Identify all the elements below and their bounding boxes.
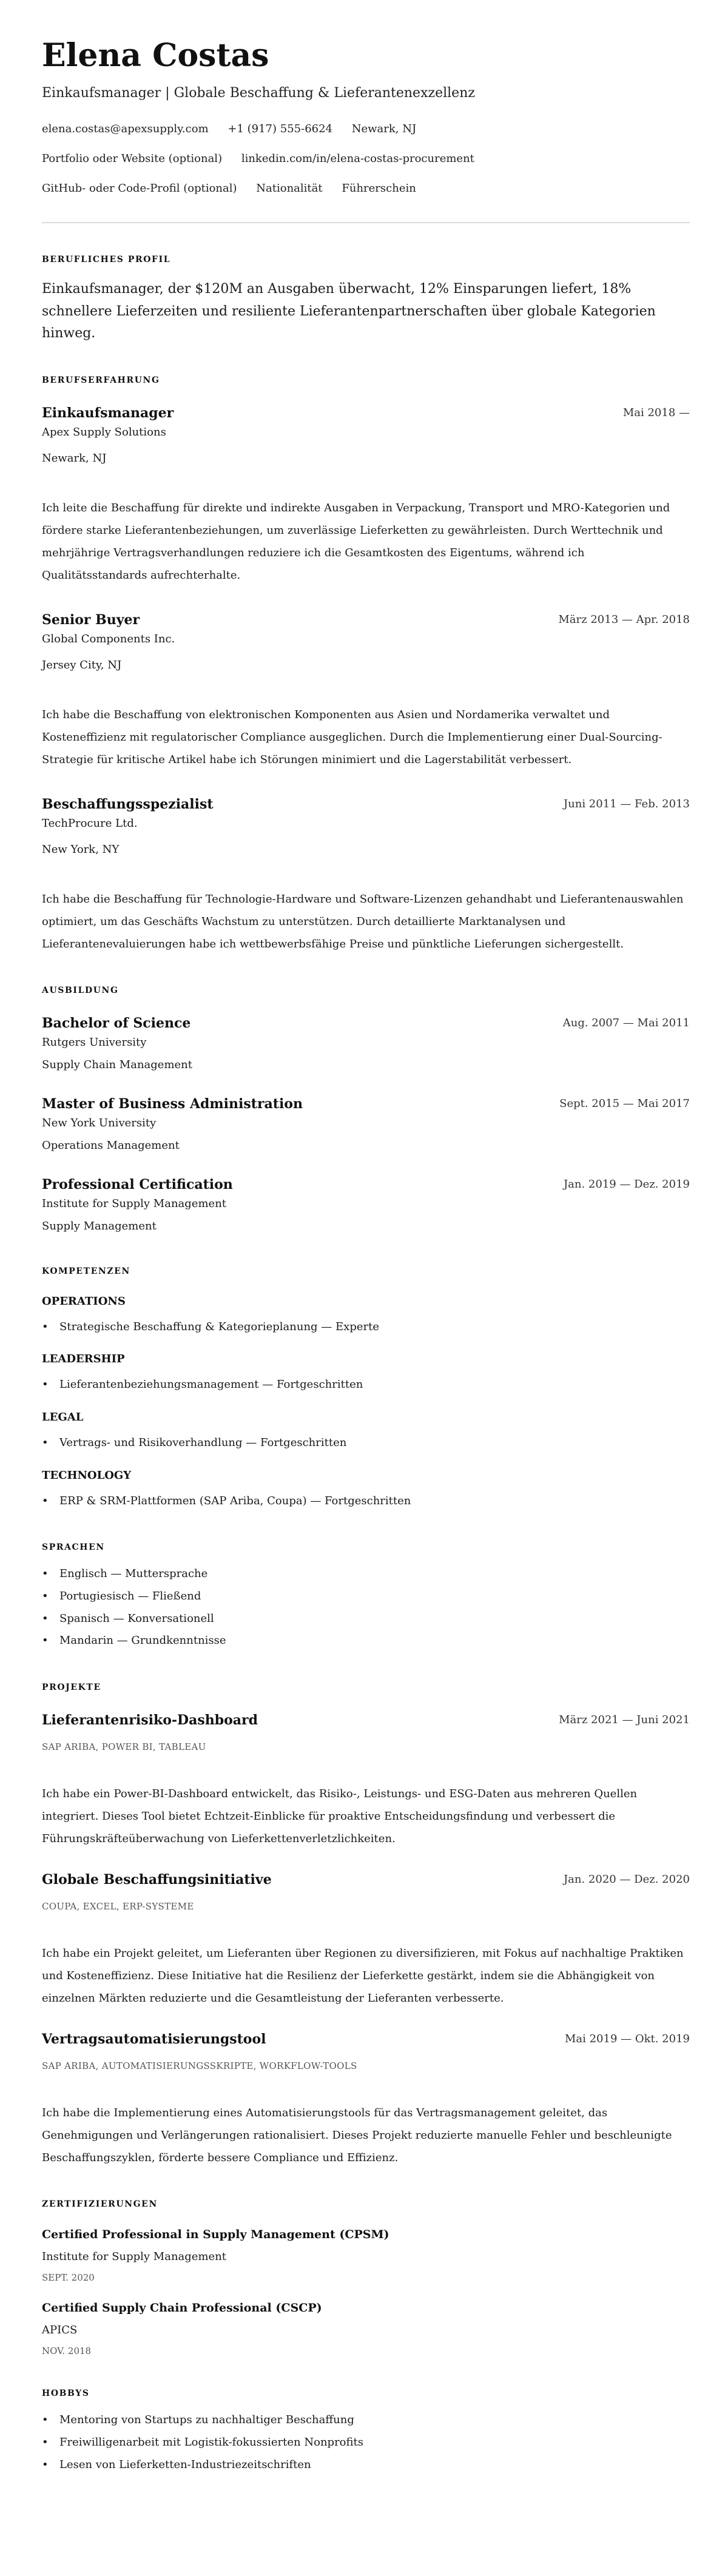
field-of-study: Supply Chain Management <box>42 1058 192 1071</box>
education-entry <box>42 1095 690 1155</box>
skill-category: TECHNOLOGY <box>42 1468 132 1482</box>
project-description: Ich habe ein Power-BI-Dashboard entwickelt, das Risiko-, Leistungs- und ESG-Daten aus mehreren Quellen integriert. Dieses Tool bietet Echtzeit-Einblicke für proaktive Entscheidungsfindung und verbessert die Führungskräfteüberwachung von Lieferkettenverletzlichkeiten. <box>42 1787 638 1846</box>
education-header <box>42 1014 690 1032</box>
certification-date: SEPT. 2020 <box>42 2272 95 2284</box>
portfolio-link[interactable]: Portfolio oder Website (optional) <box>42 152 223 165</box>
project-header <box>42 1871 690 1889</box>
contact-row <box>42 150 690 168</box>
section-heading: KOMPETENZEN <box>42 1266 130 1276</box>
skill-list <box>42 1316 690 1339</box>
projects-section <box>42 1681 690 2169</box>
job-location: New York, NY <box>42 842 120 856</box>
project-title: Vertragsautomatisierungstool <box>42 2031 266 2048</box>
project-date: Jan. 2020 — Dez. 2020 <box>563 1873 690 1886</box>
education-date: Aug. 2007 — Mai 2011 <box>562 1016 690 1029</box>
header-divider <box>42 222 690 223</box>
certification-entry <box>42 2225 690 2285</box>
experience-section <box>42 374 690 955</box>
certification-title: Certified Professional in Supply Management (CPSM) <box>42 2228 389 2242</box>
hobby-item: • Mentoring von Startups zu nachhaltiger Beschaffung <box>42 2409 690 2432</box>
languages-list <box>42 1563 690 1652</box>
section-heading: PROJEKTE <box>42 1683 101 1693</box>
language-item: • Englisch — Muttersprache <box>42 1563 690 1586</box>
education-entry <box>42 1175 690 1236</box>
education-entry <box>42 1014 690 1075</box>
job-header <box>42 795 690 813</box>
skill-list <box>42 1432 690 1454</box>
hobbies-section <box>42 2387 690 2476</box>
project-tech-stack: COUPA, EXCEL, ERP-SYSTEME <box>42 1901 194 1912</box>
project-description: Ich habe die Implementierung eines Automatisierungstools für das Vertragsmanagement geleitet, das Genehmigungen und Verlängerungen rationalisiert. Dieses Projekt reduzierte manuelle Fehler und beschleunigte Beschaffungszyklen, förderte bessere Compliance und Effizienz. <box>42 2107 672 2165</box>
skill-item: • Vertrags- und Risikoverhandlung — Fortgeschritten <box>42 1432 690 1454</box>
profile-section <box>42 254 690 345</box>
languages-section <box>42 1541 690 1652</box>
degree: Master of Business Administration <box>42 1095 303 1112</box>
skill-item: • ERP & SRM-Plattformen (SAP Ariba, Coupa) — Fortgeschritten <box>42 1490 690 1513</box>
degree: Bachelor of Science <box>42 1015 191 1031</box>
project-entry <box>42 2030 690 2169</box>
job-description: Ich habe die Beschaffung von elektronischen Komponenten aus Asien und Nordamerika verwaltet und Kosteneffizienz mit regulatorischer Compliance ausgeglichen. Durch die Implementierung einer Dual-Sourcing-Strategie für kritische Artikel habe ich Störungen minimiert und die Lagerstabilität verbessert. <box>42 708 662 766</box>
job-title: Senior Buyer <box>42 611 140 628</box>
job-entry <box>42 404 690 587</box>
certification-entry <box>42 2299 690 2358</box>
project-tech-stack: SAP ARIBA, AUTOMATISIERUNGSSKRIPTE, WORKFLOW-TOOLS <box>42 2060 357 2072</box>
education-section <box>42 984 690 1236</box>
hobby-item: • Lesen von Lieferketten-Industriezeitschriften <box>42 2454 690 2477</box>
certification-issuer: APICS <box>42 2324 78 2337</box>
language-item: • Mandarin — Grundkenntnisse <box>42 1630 690 1652</box>
education-header <box>42 1175 690 1194</box>
project-date: Mai 2019 — Okt. 2019 <box>564 2033 690 2046</box>
skill-category: OPERATIONS <box>42 1294 126 1308</box>
field-of-study: Operations Management <box>42 1138 180 1152</box>
job-description: Ich leite die Beschaffung für direkte und indirekte Ausgaben in Verpackung, Transport und MRO-Kategorien und fördere starke Lieferantenbeziehungen, um zuverlässige Lieferketten zu gewährleisten. Durch Werttechnik und mehrjährige Vertragsverhandlungen reduziere ich die Gesamtkosten des Eigentums, während ich Qualitätsstandards aufrechterhalte. <box>42 501 670 582</box>
contact-row <box>42 180 690 198</box>
hobbies-list <box>42 2409 690 2476</box>
certifications-section <box>42 2198 690 2358</box>
field-of-study: Supply Management <box>42 1219 157 1233</box>
education-header <box>42 1095 690 1113</box>
language-item: • Spanisch — Konversationell <box>42 1608 690 1630</box>
language-item: • Portugiesisch — Fließend <box>42 1586 690 1608</box>
skill-item: • Lieferantenbeziehungsmanagement — Fortgeschritten <box>42 1374 690 1396</box>
job-description: Ich habe die Beschaffung für Technologie-Hardware und Software-Lizenzen gehandhabt und Lieferantenauswahlen optimiert, um das Geschäfts Wachstum zu unterstützen. Durch detaillierte Marktanalysen und Lieferantenevaluierungen habe ich wettbewerbsfähige Preise und pünktliche Lieferungen sichergestellt. <box>42 892 684 950</box>
nationality: Nationalität <box>256 182 323 195</box>
education-date: Jan. 2019 — Dez. 2019 <box>563 1177 690 1191</box>
project-title: Globale Beschaffungsinitiative <box>42 1872 272 1888</box>
job-company: TechProcure Ltd. <box>42 816 138 830</box>
job-entry <box>42 611 690 771</box>
phone-number[interactable]: +1 (917) 555-6624 <box>228 123 333 135</box>
github-link[interactable]: GitHub- oder Code-Profil (optional) <box>42 182 237 195</box>
job-title: Beschaffungsspezialist <box>42 796 214 812</box>
certification-date: NOV. 2018 <box>42 2346 92 2357</box>
skill-category: LEADERSHIP <box>42 1353 125 1366</box>
school: Rutgers University <box>42 1035 147 1049</box>
degree: Professional Certification <box>42 1176 233 1192</box>
school: Institute for Supply Management <box>42 1197 227 1210</box>
linkedin-link[interactable]: linkedin.com/in/elena-costas-procurement <box>241 152 474 165</box>
hobby-item: • Freiwilligenarbeit mit Logistik-fokussierten Nonprofits <box>42 2432 690 2454</box>
job-location: Newark, NJ <box>42 451 107 465</box>
profile-summary: Einkaufsmanager, der $120M an Ausgaben überwacht, 12% Einsparungen liefert, 18% schnellere Lieferzeiten und resiliente Lieferantenpartnerschaften über globale Kategorien hinweg. <box>42 281 656 341</box>
school: New York University <box>42 1116 157 1129</box>
education-date: Sept. 2015 — Mai 2017 <box>559 1097 690 1110</box>
section-heading: SPRACHEN <box>42 1542 105 1553</box>
skills-section <box>42 1265 690 1513</box>
skill-list <box>42 1374 690 1396</box>
section-heading: ZERTIFIZIERUNGEN <box>42 2199 158 2210</box>
job-company: Global Components Inc. <box>42 632 175 645</box>
project-date: März 2021 — Juni 2021 <box>559 1713 690 1727</box>
section-heading: BERUFLICHES PROFIL <box>42 255 171 264</box>
resume-header <box>42 37 690 198</box>
section-heading: AUSBILDUNG <box>42 985 119 995</box>
project-header <box>42 1711 690 1729</box>
candidate-name: Elena Costas <box>42 37 269 74</box>
project-description: Ich habe ein Projekt geleitet, um Lieferanten über Regionen zu diversifizieren, mit Fokus auf nachhaltige Praktiken und Kosteneffizienz. Diese Initiative hat die Resilienz der Lieferkette gestärkt, indem sie die Abhängigkeit von einzelnen Märkten reduzierte und die Gesamtleistung der Lieferanten verbesserte. <box>42 1947 684 2005</box>
project-tech-stack: SAP ARIBA, POWER BI, TABLEAU <box>42 1741 206 1753</box>
drivers-license: Führerschein <box>342 182 416 195</box>
email-link[interactable]: elena.costas@apexsupply.com <box>42 123 209 135</box>
project-title: Lieferantenrisiko-Dashboard <box>42 1712 258 1729</box>
location: Newark, NJ <box>351 123 417 135</box>
certification-issuer: Institute for Supply Management <box>42 2250 227 2264</box>
job-date: Juni 2011 — Feb. 2013 <box>563 797 690 810</box>
certification-title: Certified Supply Chain Professional (CSCP) <box>42 2301 322 2315</box>
job-title: Einkaufsmanager <box>42 405 174 421</box>
job-header <box>42 404 690 422</box>
job-date: Mai 2018 — <box>622 406 690 419</box>
skill-list <box>42 1490 690 1513</box>
contact-row <box>42 120 690 138</box>
job-company: Apex Supply Solutions <box>42 425 166 439</box>
job-entry <box>42 795 690 955</box>
skill-category: LEGAL <box>42 1410 84 1424</box>
project-entry <box>42 1711 690 1850</box>
project-header <box>42 2030 690 2048</box>
job-location: Jersey City, NJ <box>42 658 122 671</box>
section-heading: HOBBYS <box>42 2389 90 2399</box>
project-entry <box>42 1871 690 2009</box>
job-date: März 2013 — Apr. 2018 <box>558 613 690 626</box>
skill-item: • Strategische Beschaffung & Kategorieplanung — Experte <box>42 1316 690 1339</box>
candidate-headline: Einkaufsmanager | Globale Beschaffung & Lieferantenexzellenz <box>42 86 475 101</box>
section-heading: BERUFSERFAHRUNG <box>42 375 160 385</box>
job-header <box>42 611 690 629</box>
